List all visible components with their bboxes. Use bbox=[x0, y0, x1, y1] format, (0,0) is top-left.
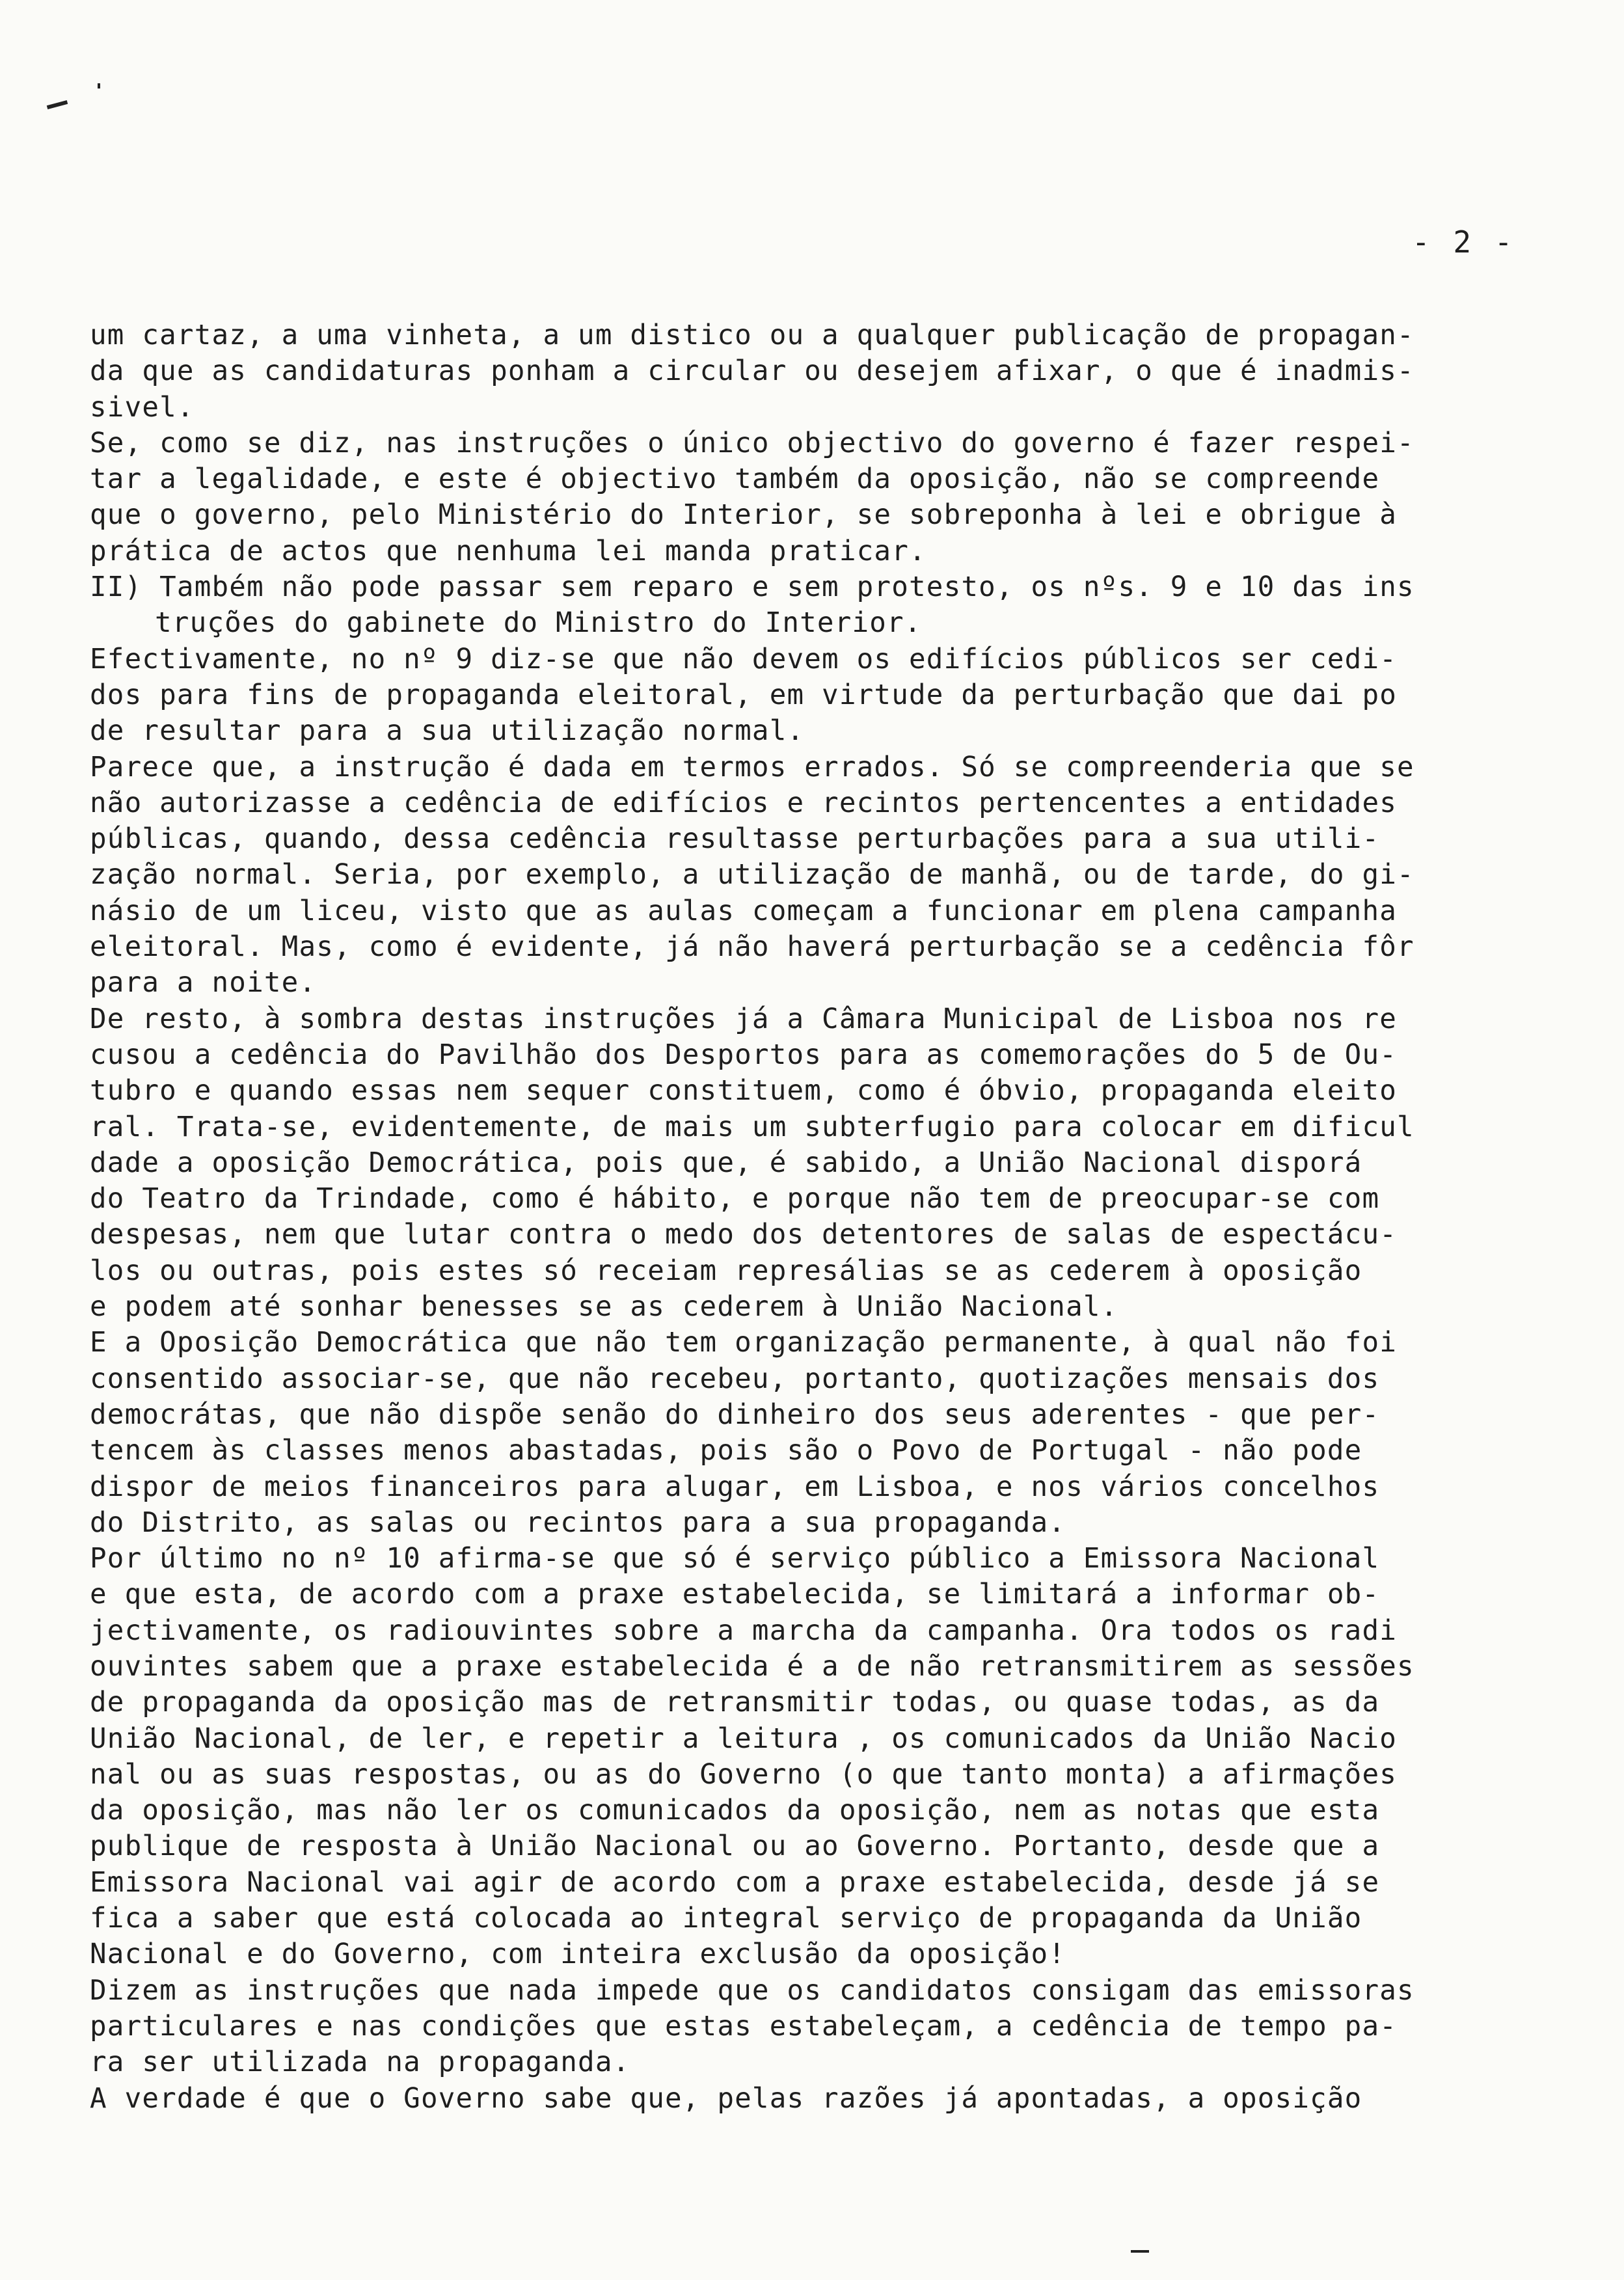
text-line: A verdade é que o Governo sabe que, pelas razões já apontadas, a oposição bbox=[90, 2082, 1362, 2115]
text-line: ral. Trata-se, evidentemente, de mais um subterfugio para colocar em dificul bbox=[90, 1111, 1414, 1143]
text-line: ouvintes sabem que a praxe estabelecida é a de não retransmitirem as sessões bbox=[90, 1650, 1414, 1683]
text-line: publique de resposta à União Nacional ou ao Governo. Portanto, desde que a bbox=[90, 1830, 1380, 1863]
text-line: despesas, nem que lutar contra o medo dos detentores de salas de espectácu- bbox=[90, 1219, 1398, 1251]
text-line: para a noite. bbox=[90, 967, 317, 999]
text-line: De resto, à sombra destas instruções já a Câmara Municipal de Lisboa nos re bbox=[90, 1003, 1398, 1035]
text-line: tencem às classes menos abastadas, pois são o Povo de Portugal - não pode bbox=[90, 1435, 1362, 1467]
text-line: e podem até sonhar benesses se as cederem à União Nacional. bbox=[90, 1291, 1118, 1323]
text-line: Dizem as instruções que nada impede que os candidatos consigam das emissoras bbox=[90, 1974, 1414, 2007]
text-line: Efectivamente, no nº 9 diz-se que não devem os edifícios públicos ser cedi- bbox=[90, 643, 1398, 675]
text-line: União Nacional, de ler, e repetir a leitura , os comunicados da União Nacio bbox=[90, 1722, 1398, 1755]
text-line: e que esta, de acordo com a praxe estabelecida, se limitará a informar ob- bbox=[90, 1579, 1380, 1611]
text-line: particulares e nas condições que estas estabeleçam, a cedência de tempo pa- bbox=[90, 2010, 1398, 2043]
text-line: da oposição, mas não ler os comunicados da oposição, nem as notas que esta bbox=[90, 1795, 1380, 1827]
text-line: do Teatro da Trindade, como é hábito, e porque não tem de preocupar-se com bbox=[90, 1183, 1380, 1215]
text-line: não autorizasse a cedência de edifícios e recintos pertencentes a entidades bbox=[90, 787, 1398, 819]
text-line: los ou outras, pois estes só receiam represálias se as cederem à oposição bbox=[90, 1255, 1362, 1287]
text-line: ra ser utilizada na propaganda. bbox=[90, 2046, 630, 2079]
text-line: Emissora Nacional vai agir de acordo com a praxe estabelecida, desde já se bbox=[90, 1866, 1380, 1899]
text-line: um cartaz, a uma vinheta, a um distico ou a qualquer publicação de propagan- bbox=[90, 319, 1414, 351]
text-line: sivel. bbox=[90, 391, 195, 424]
scan-mark bbox=[98, 83, 100, 88]
text-line: do Distrito, as salas ou recintos para a sua propaganda. bbox=[90, 1506, 1066, 1539]
scan-mark bbox=[1131, 2250, 1149, 2253]
page-number: - 2 - bbox=[1412, 224, 1515, 260]
text-line: da que as candidaturas ponham a circular ou desejem afixar, o que é inadmis- bbox=[90, 355, 1414, 388]
text-line: zação normal. Seria, por exemplo, a utilização de manhã, ou de tarde, do gi- bbox=[90, 859, 1414, 891]
text-line: tubro e quando essas nem sequer constituem, como é óbvio, propaganda eleito bbox=[90, 1075, 1398, 1107]
text-line: dispor de meios financeiros para alugar, em Lisboa, e nos vários concelhos bbox=[90, 1471, 1380, 1503]
scan-mark bbox=[47, 100, 68, 109]
text-line: cusou a cedência do Pavilhão dos Desportos para as comemorações do 5 de Ou- bbox=[90, 1038, 1398, 1071]
text-line: prática de actos que nenhuma lei manda praticar. bbox=[90, 535, 927, 567]
text-line: democrátas, que não dispõe senão do dinheiro dos seus aderentes - que per- bbox=[90, 1398, 1380, 1431]
text-line: Nacional e do Governo, com inteira exclusão da oposição! bbox=[90, 1938, 1066, 1971]
text-line: públicas, quando, dessa cedência resultasse perturbações para a sua utili- bbox=[90, 823, 1380, 856]
text-line: násio de um liceu, visto que as aulas começam a funcionar em plena campanha bbox=[90, 895, 1398, 927]
document-body bbox=[90, 318, 1580, 2117]
text-line: E a Oposição Democrática que não tem organização permanente, à qual não foi bbox=[90, 1327, 1398, 1359]
text-line: consentido associar-se, que não recebeu, portanto, quotizações mensais dos bbox=[90, 1363, 1380, 1395]
text-line: de resultar para a sua utilização normal. bbox=[90, 715, 805, 748]
text-line: II) Também não pode passar sem reparo e sem protesto, os nºs. 9 e 10 das ins bbox=[90, 571, 1414, 604]
text-line: jectivamente, os radiouvintes sobre a marcha da campanha. Ora todos os radi bbox=[90, 1614, 1398, 1647]
text-line: dade a oposição Democrática, pois que, é sabido, a União Nacional disporá bbox=[90, 1147, 1362, 1179]
text-line: tar a legalidade, e este é objectivo também da oposição, não se compreende bbox=[90, 463, 1380, 496]
text-line: eleitoral. Mas, como é evidente, já não haverá perturbação se a cedência fôr bbox=[90, 931, 1414, 964]
text-line: fica a saber que está colocada ao integral serviço de propaganda da União bbox=[90, 1903, 1362, 1935]
text-line: Por último no nº 10 afirma-se que só é serviço público a Emissora Nacional bbox=[90, 1543, 1380, 1575]
text-line: Se, como se diz, nas instruções o único objectivo do governo é fazer respei- bbox=[90, 427, 1414, 459]
text-line: Parece que, a instrução é dada em termos errados. Só se compreenderia que se bbox=[90, 751, 1414, 783]
text-line: dos para fins de propaganda eleitoral, em virtude da perturbação que dai po bbox=[90, 679, 1398, 711]
text-line: que o governo, pelo Ministério do Interior, se sobreponha à lei e obrigue à bbox=[90, 499, 1398, 532]
text-line: nal ou as suas respostas, ou as do Governo (o que tanto monta) a afirmações bbox=[90, 1758, 1398, 1791]
text-line: truções do gabinete do Ministro do Interior. bbox=[155, 607, 922, 640]
text-line: de propaganda da oposição mas de retransmitir todas, ou quase todas, as da bbox=[90, 1687, 1380, 1719]
